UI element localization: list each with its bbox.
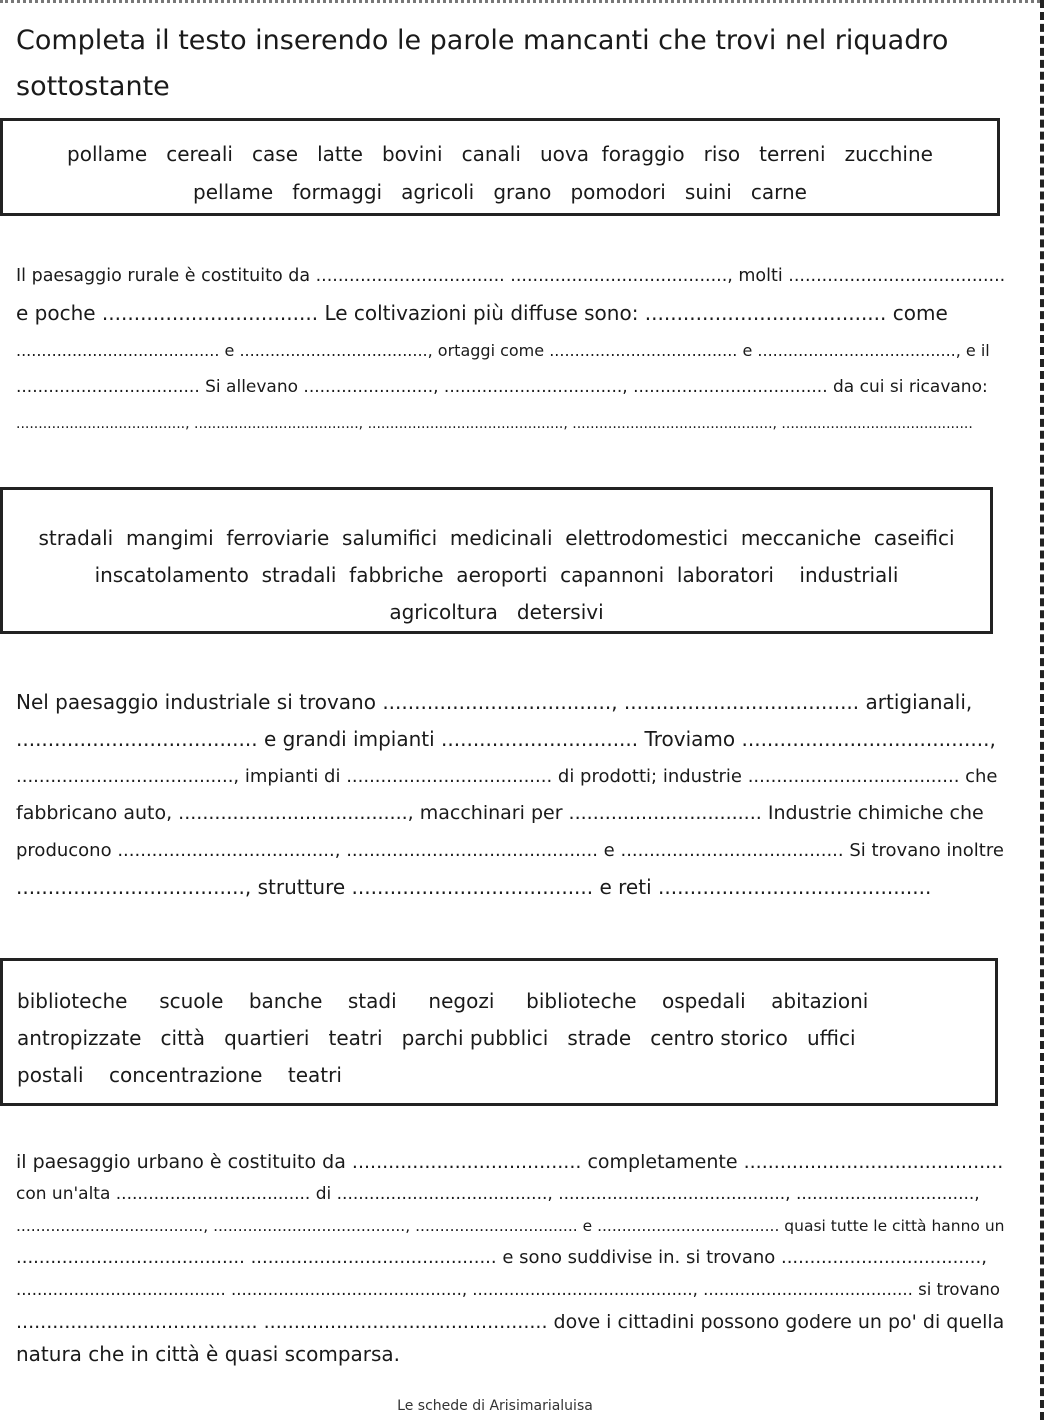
urban-paragraph <box>16 1146 1005 1370</box>
top-dotted-border <box>0 0 1040 6</box>
rural-line-3: ........................................ e ....................................., ortaggi come ..................................... e ......................................., e il <box>16 341 990 360</box>
rural-line-5: ......................................, ....................................., ............................................, ............................................., ........................................... <box>16 416 973 432</box>
footer-credit: Le schede di Arisimarialuisa <box>397 1398 593 1414</box>
rural-word-box <box>0 118 1000 216</box>
urban-line-2: con un'alta .................................... di ......................................., .........................................., ................................., <box>16 1184 980 1204</box>
industrial-words-line-2: inscatolamento stradali fabbriche aeroporti capannoni laboratori industriali <box>94 563 899 587</box>
urban-words-line-1: biblioteche scuole banche stadi negozi biblioteche ospedali abitazioni <box>17 989 869 1013</box>
urban-words-line-2: antropizzate città quartieri teatri parchi pubblici strade centro storico uffici <box>17 1026 856 1050</box>
rural-line-2: e poche .................................. Le coltivazioni più diffuse sono: ...................................... come <box>16 301 948 325</box>
urban-line-4: ........................................ ........................................... e sono suddivise in. si trovano ..................................., <box>16 1247 987 1268</box>
urban-line-3: ......................................, ......................................., ................................. e ..................................... quasi tutte le città hanno un <box>16 1217 1005 1235</box>
industrial-line-3: ......................................, impianti di .................................... di prodotti; industrie ..................................... che <box>16 766 998 787</box>
rural-line-4: .................................. Si allevano ........................, ................................., .................................... da cui si ricavano: <box>16 377 988 397</box>
industrial-words-line-3: agricoltura detersivi <box>389 600 604 624</box>
urban-line-6: ........................................ ............................................... dove i cittadini possono godere un po' di quella <box>16 1311 1005 1333</box>
rural-paragraph <box>16 258 1005 443</box>
industrial-word-box <box>0 487 993 634</box>
urban-word-box <box>0 958 998 1106</box>
instruction-line-1: Completa il testo inserendo le parole mancanti che trovi nel riquadro <box>16 25 949 56</box>
industrial-line-1: Nel paesaggio industriale si trovano ...................................., ..................................... artigianali, <box>16 690 973 714</box>
industrial-paragraph <box>16 684 1004 906</box>
cut-line <box>1040 0 1044 1420</box>
industrial-words-line-1: stradali mangimi ferroviarie salumifici medicinali elettrodomestici meccaniche caseifici <box>38 526 955 550</box>
industrial-line-6: ...................................., strutture ...................................... e reti ........................................... <box>16 875 932 899</box>
urban-line-5: ........................................ ............................................, .........................................., ........................................ si trovano <box>16 1280 1000 1299</box>
instruction-line-2: sottostante <box>16 71 170 102</box>
urban-line-1: il paesaggio urbano è costituito da ...................................... completamente ........................................... <box>16 1151 1004 1173</box>
instruction-title <box>16 18 1016 110</box>
industrial-line-4: fabbricano auto, ......................................, macchinari per ................................ Industrie chimiche che <box>16 802 984 824</box>
industrial-line-5: producono ......................................, ............................................ e ....................................... Si trovano inoltre <box>16 840 1004 861</box>
rural-words-line-2: pellame formaggi agricoli grano pomodori suini carne <box>193 180 807 204</box>
urban-line-7: natura che in città è quasi scomparsa. <box>16 1342 401 1366</box>
industrial-line-2: ...................................... e grandi impianti ............................... Troviamo ......................................., <box>16 727 996 751</box>
urban-words-line-3: postali concentrazione teatri <box>17 1063 342 1087</box>
rural-words-line-1: pollame cereali case latte bovini canali uova foraggio riso terreni zucchine <box>67 142 933 166</box>
rural-line-1: Il paesaggio rurale è costituito da .................................. ......................................., molti ....................................... <box>16 266 1006 286</box>
